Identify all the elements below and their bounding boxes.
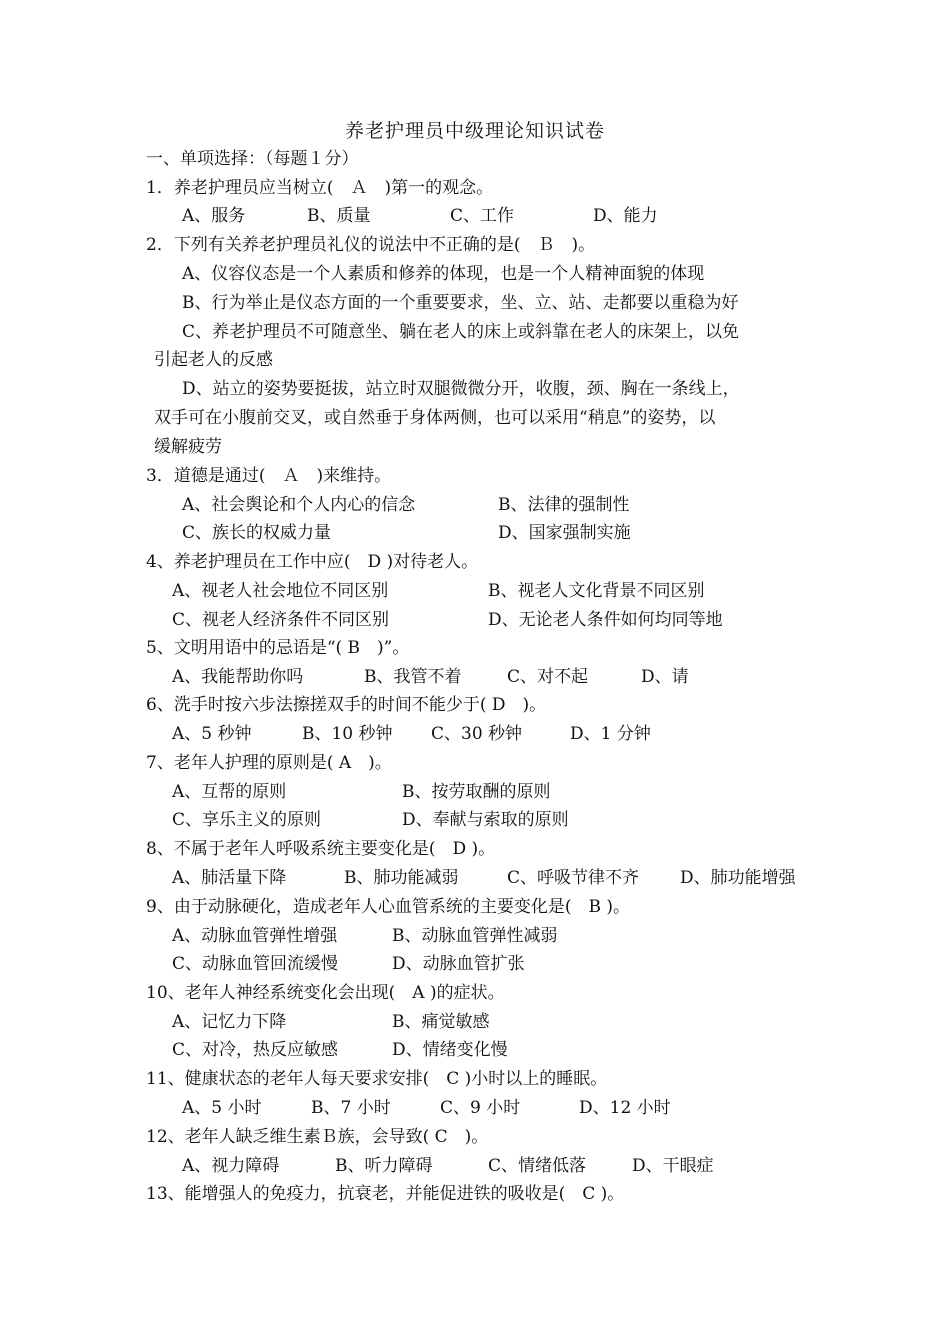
option: A、肺活量下降	[172, 868, 287, 888]
question-stem: 8、不属于老年人呼吸系统主要变化是( D )。	[146, 839, 496, 859]
option: A、服务	[182, 206, 246, 226]
option: D、请	[641, 667, 689, 687]
option: D、无论老人条件如何均同等地	[488, 610, 723, 630]
option: B、我管不着	[364, 667, 462, 687]
option-line: 双手可在小腹前交叉，或自然垂于身体两侧，也可以采用“稍息”的姿势，以	[154, 408, 716, 428]
question-stem: 9、由于动脉硬化，造成老年人心血管系统的主要变化是( B )。	[146, 897, 630, 917]
option: C、情绪低落	[488, 1156, 587, 1176]
question-stem: 6、洗手时按六步法擦搓双手的时间不能少于( D )。	[146, 695, 547, 715]
option: A、社会舆论和个人内心的信念	[182, 495, 416, 515]
option: A、视老人社会地位不同区别	[172, 581, 389, 601]
option: D、12 小时	[579, 1098, 671, 1118]
option: C、呼吸节律不齐	[507, 868, 640, 888]
option: B、动脉血管弹性减弱	[392, 926, 558, 946]
option: C、动脉血管回流缓慢	[172, 954, 339, 974]
question-stem: 13、能增强人的免疫力，抗衰老，并能促进铁的吸收是( C )。	[146, 1184, 625, 1204]
question-stem: 4、养老护理员在工作中应( D )对待老人。	[146, 552, 479, 572]
option: C、30 秒钟	[431, 724, 523, 744]
option: D、情绪变化慢	[392, 1040, 508, 1060]
option: D、国家强制实施	[498, 523, 631, 543]
option: D、动脉血管扩张	[392, 954, 525, 974]
option: A、互帮的原则	[172, 782, 287, 802]
option: B、肺功能减弱	[344, 868, 459, 888]
option: A、我能帮助你吗	[172, 667, 304, 687]
option: C、视老人经济条件不同区别	[172, 610, 390, 630]
option: A、动脉血管弹性增强	[172, 926, 338, 946]
option: A、记忆力下降	[172, 1012, 287, 1032]
option: A、5 小时	[182, 1098, 262, 1118]
question-stem: 11、健康状态的老年人每天要求安排( C )小时以上的睡眠。	[146, 1069, 608, 1089]
option: B、按劳取酬的原则	[402, 782, 551, 802]
option-line: B、行为举止是仪态方面的一个重要要求，坐、立、站、走都要以重稳为好	[182, 293, 739, 313]
option: C、工作	[450, 206, 515, 226]
option: B、质量	[307, 206, 371, 226]
question-stem: 3．道德是通过( Ａ )来维持。	[146, 466, 392, 486]
option-line: A、仪容仪态是一个人素质和修养的体现，也是一个人精神面貌的体现	[182, 264, 705, 284]
question-stem: 2．下列有关养老护理员礼仪的说法中不正确的是( Ｂ )。	[146, 235, 596, 255]
option: C、9 小时	[440, 1098, 521, 1118]
option-line: 引起老人的反感	[154, 350, 273, 370]
option: A、5 秒钟	[172, 724, 252, 744]
question-stem: 1．养老护理员应当树立( Ａ )第一的观念。	[146, 178, 494, 198]
option: B、法律的强制性	[498, 495, 630, 515]
option: A、视力障碍	[182, 1156, 280, 1176]
section-heading: 一、单项选择：（每题１分）	[146, 149, 359, 169]
question-stem: 12、老年人缺乏维生素Ｂ族，会导致( C )。	[146, 1127, 489, 1147]
page-title: 养老护理员中级理论知识试卷	[344, 120, 605, 142]
option: D、奉献与索取的原则	[402, 810, 569, 830]
option: B、7 小时	[311, 1098, 391, 1118]
question-stem: 7、老年人护理的原则是( A )。	[146, 753, 392, 773]
option: C、对不起	[507, 667, 589, 687]
question-stem: 10、老年人神经系统变化会出现( A )的症状。	[146, 983, 505, 1003]
option: B、视老人文化背景不同区别	[488, 581, 705, 601]
option-line: 缓解疲劳	[154, 437, 222, 457]
option-line: D、站立的姿势要挺拔，站立时双腿微微分开，收腹，颈、胸在一条线上，	[182, 379, 740, 399]
option: B、听力障碍	[335, 1156, 433, 1176]
option: D、干眼症	[632, 1156, 714, 1176]
option: B、10 秒钟	[302, 724, 393, 744]
option: B、痛觉敏感	[392, 1012, 490, 1032]
option: D、1 分钟	[570, 724, 651, 744]
option-line: C、养老护理员不可随意坐、躺在老人的床上或斜靠在老人的床架上，以免	[182, 322, 740, 342]
option: C、族长的权威力量	[182, 523, 332, 543]
option: C、享乐主义的原则	[172, 810, 322, 830]
option: D、肺功能增强	[680, 868, 796, 888]
option: D、能力	[593, 206, 658, 226]
option: C、对冷，热反应敏感	[172, 1040, 339, 1060]
question-stem: 5、文明用语中的忌语是“( B )”。	[146, 638, 410, 658]
